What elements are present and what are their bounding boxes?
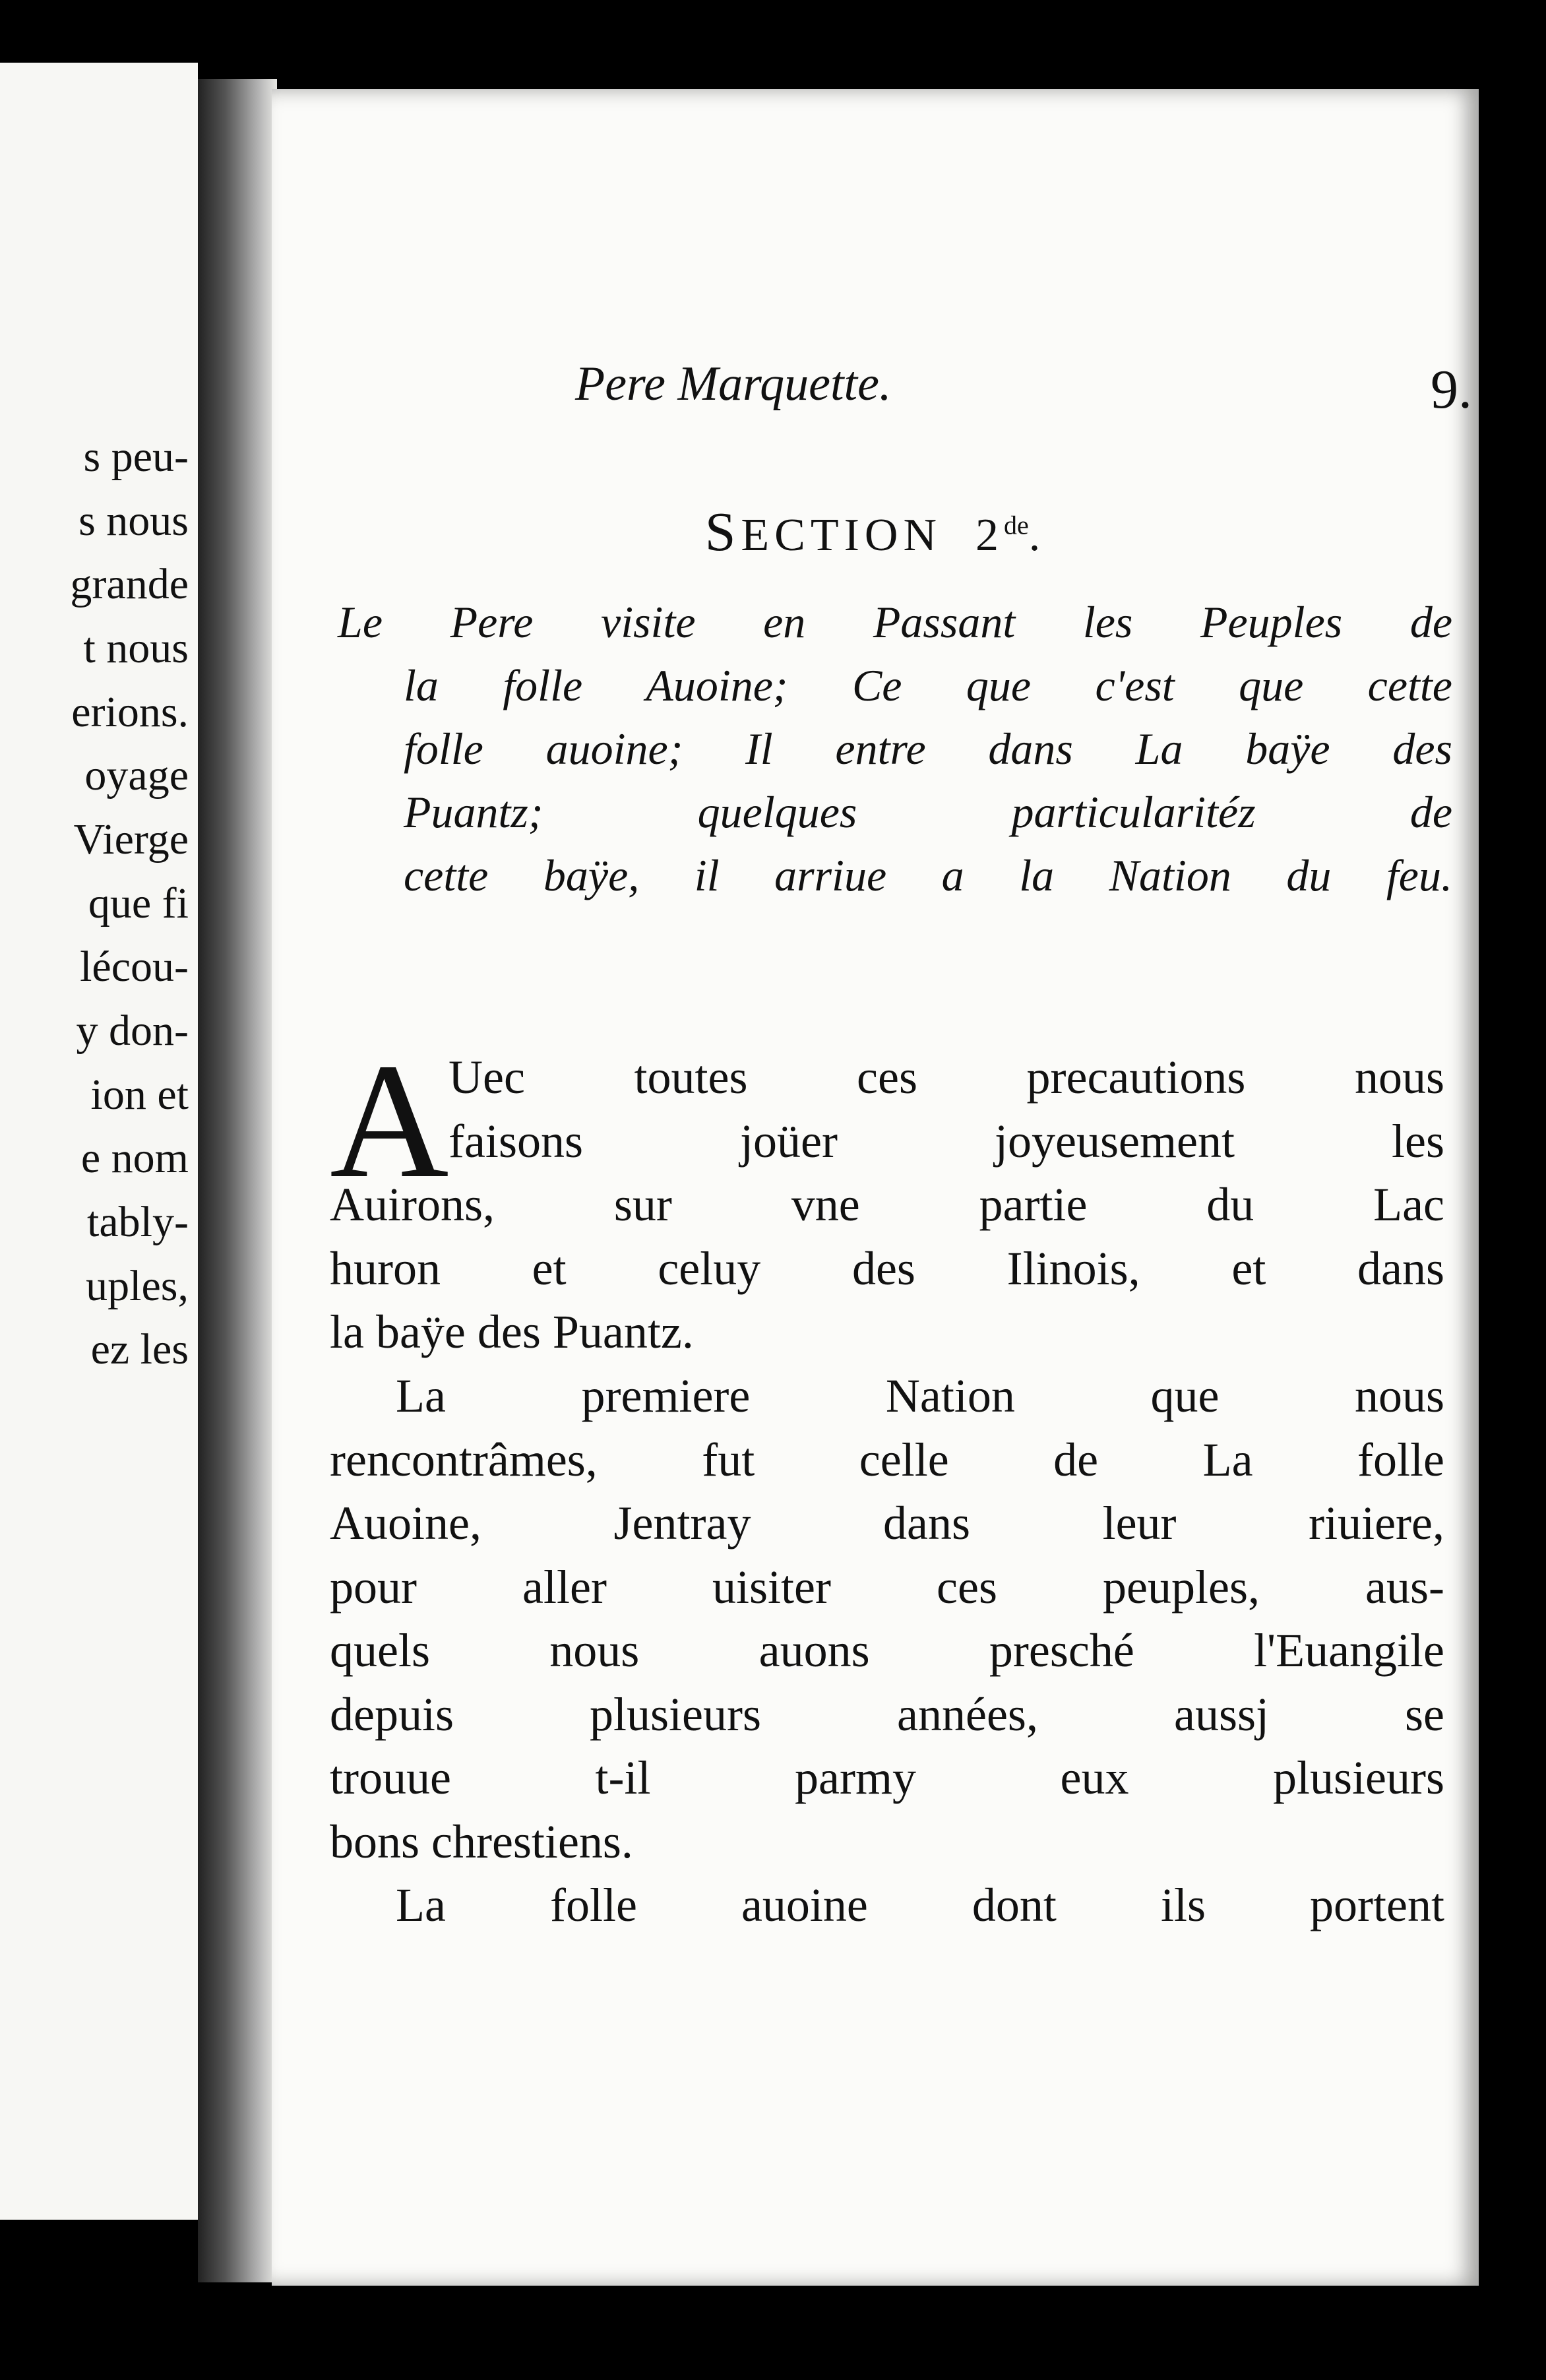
paragraph-line: trouue t-il parmy eux plusieurs xyxy=(330,1751,1444,1804)
paragraph-1 xyxy=(330,1173,1444,1364)
paragraph-line: rencontrâmes, fut celle de La folle xyxy=(330,1433,1444,1486)
paragraph-line: pour aller uisiter ces peuples, aus- xyxy=(330,1560,1444,1613)
section-summary xyxy=(338,590,1452,907)
paragraph-2 xyxy=(330,1364,1444,1873)
paragraph-line: depuis plusieurs années, aussj se xyxy=(330,1687,1444,1741)
summary-line: Le Pere visite en Passant les Peuples de xyxy=(338,597,1452,647)
paragraph-3 xyxy=(330,1873,1444,1937)
paragraph-line: Auoine, Jentray dans leur riuiere, xyxy=(330,1497,1444,1550)
paragraph-line: La folle auoine dont ils portent xyxy=(396,1879,1444,1931)
left-page-line: y don- xyxy=(76,1007,189,1055)
drop-cap: A xyxy=(330,1030,449,1212)
running-head-title: Pere Marquette. xyxy=(575,357,892,411)
left-page-line: oyage xyxy=(84,751,189,799)
paragraph-line: bons chrestiens. xyxy=(330,1815,633,1868)
section-heading-word: ECTION xyxy=(741,510,943,561)
left-page-line: s peu- xyxy=(83,433,189,481)
paragraph-line: quels nous auons presché l'Euangile xyxy=(330,1624,1444,1677)
left-page-line: grande xyxy=(70,560,189,608)
section-number: 2 xyxy=(975,510,1005,561)
page-number: 9. xyxy=(1431,359,1472,420)
left-page-line: tably- xyxy=(87,1198,189,1246)
paragraph-1-opening xyxy=(448,1046,1444,1173)
summary-line: cette baÿe, il arriue a la Nation du feu. xyxy=(404,850,1452,900)
paragraph-line: faisons joüer joyeusement les xyxy=(448,1114,1444,1168)
summary-line: Puantz; quelques particularitéz de xyxy=(404,787,1452,837)
section-heading-initial: S xyxy=(704,501,741,563)
paragraph-line: Auirons, sur vne partie du Lac xyxy=(330,1178,1444,1231)
left-page-line: s nous xyxy=(78,497,189,545)
left-page-line: t nous xyxy=(83,624,189,672)
left-page-line: erions. xyxy=(71,688,189,736)
left-page-fragment xyxy=(0,63,198,2220)
left-page-line: e nom xyxy=(80,1134,189,1182)
left-page-line: lécou- xyxy=(80,943,189,991)
paragraph-line: huron et celuy des Ilinois, et dans xyxy=(330,1241,1444,1295)
paragraph-line: La premiere Nation que nous xyxy=(396,1369,1444,1422)
left-page-line: que fi xyxy=(88,879,189,927)
summary-line: la folle Auoine; Ce que c'est que cette xyxy=(404,660,1452,710)
left-page-line: Vierge xyxy=(73,815,189,863)
section-heading xyxy=(272,501,1479,563)
paragraph-line: Uec toutes ces precautions nous xyxy=(448,1051,1444,1104)
section-heading-suffix: . xyxy=(1028,510,1046,561)
left-page-line: ion et xyxy=(90,1071,189,1119)
book-gutter xyxy=(198,79,277,2282)
section-number-superscript: de xyxy=(1004,510,1029,540)
summary-line: folle auoine; Il entre dans La baÿe des xyxy=(404,724,1452,774)
left-page-line: ez les xyxy=(90,1325,189,1373)
book-page xyxy=(272,89,1479,2286)
paragraph-line: la baÿe des Puantz. xyxy=(330,1305,694,1358)
left-page-line: uples, xyxy=(86,1262,189,1310)
